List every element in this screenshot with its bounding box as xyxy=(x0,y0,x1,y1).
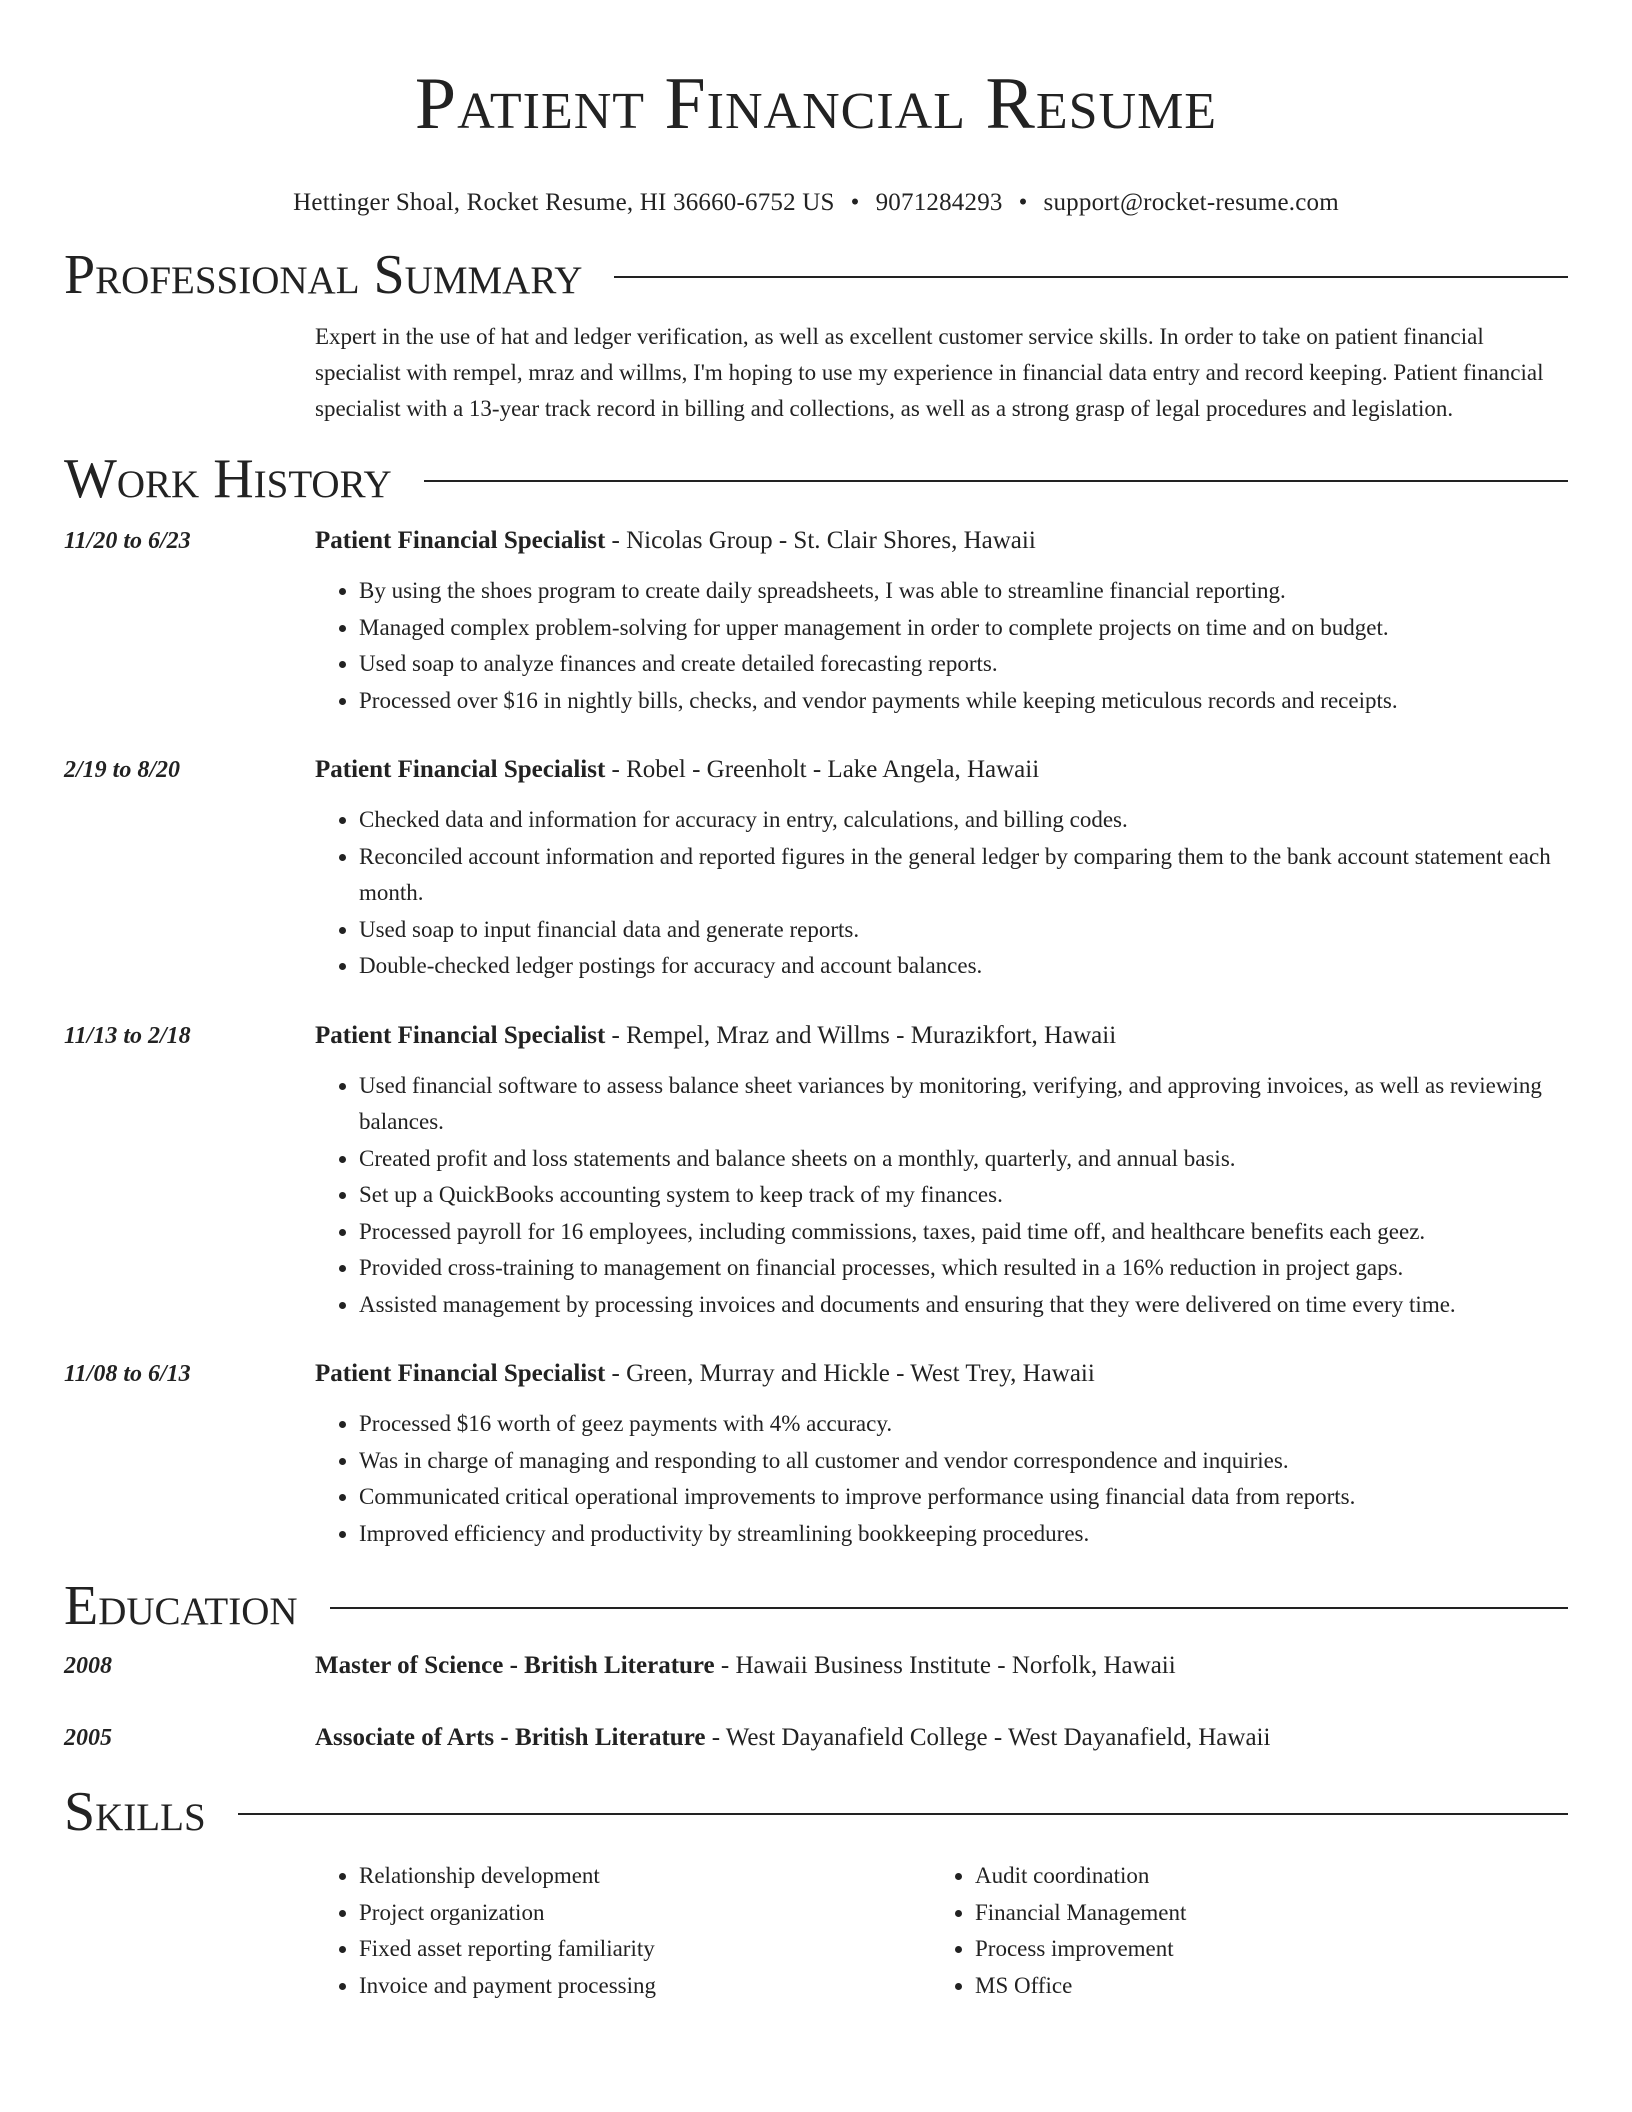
job-bullet: • Processed over $16 in nightly bills, checks, and vendor payments while keeping meticulous records and receipts. xyxy=(359,683,1568,720)
education-degree: Associate of Arts - British Literature xyxy=(315,1724,706,1751)
job-details: - Robel - Greenholt - Lake Angela, Hawaii xyxy=(605,756,1040,783)
job-role: Patient Financial Specialist xyxy=(315,1021,606,1049)
summary-section-header xyxy=(64,245,1568,305)
skill-item: • Fixed asset reporting familiarity xyxy=(359,1931,931,1968)
education-year: 2005 xyxy=(64,1725,112,1751)
skill-item: • Audit coordination xyxy=(975,1858,1547,1895)
job-role: Patient Financial Specialist xyxy=(315,756,606,783)
job-bullet: • Processed payroll for 16 employees, including commissions, taxes, paid time off, and healthcare benefits each geez. xyxy=(359,1214,1568,1251)
job-bullet: • Communicated critical operational improvements to improve performance using financial data from reports. xyxy=(359,1479,1568,1516)
job-bullet: • Provided cross-training to management on financial processes, which resulted in a 16% reduction in project gaps. xyxy=(359,1250,1568,1287)
job-heading xyxy=(64,1018,1568,1054)
job-bullet: • Improved efficiency and productivity by streamlining bookkeeping procedures. xyxy=(359,1516,1568,1553)
skill-item: • Process improvement xyxy=(975,1931,1547,1968)
education-details: - Hawaii Business Institute - Norfolk, Hawaii xyxy=(714,1652,1176,1679)
skill-item: • MS Office xyxy=(975,1968,1547,2005)
skills-column-right xyxy=(931,1858,1547,2004)
job-entry xyxy=(64,523,1568,719)
job-role: Patient Financial Specialist xyxy=(315,1360,606,1387)
job-dates: 11/08 to 6/13 xyxy=(64,1361,191,1387)
skill-item: • Project organization xyxy=(359,1895,931,1932)
job-title-line xyxy=(315,752,1039,788)
job-bullet: • By using the shoes program to create daily spreadsheets, I was able to streamline financial reporting. xyxy=(359,573,1568,610)
job-details: - Nicolas Group - St. Clair Shores, Hawaii xyxy=(605,527,1036,554)
resume-page xyxy=(64,0,1568,2004)
job-role: Patient Financial Specialist xyxy=(315,527,606,554)
contact-email: support@rocket-resume.com xyxy=(1043,189,1339,216)
education-entry xyxy=(64,1720,1568,1756)
contact-phone: 9071284293 xyxy=(875,189,1003,216)
job-bullets xyxy=(315,1406,1568,1552)
job-bullets xyxy=(315,1068,1568,1324)
job-bullet: • Used soap to analyze finances and create detailed forecasting reports. xyxy=(359,646,1568,683)
contact-separator: • xyxy=(850,189,860,216)
skills-list xyxy=(315,1858,1568,2004)
job-title-line xyxy=(315,1356,1095,1392)
job-bullet: • Reconciled account information and reported figures in the general ledger by comparing them to the bank account statement each month. xyxy=(359,839,1568,912)
section-divider xyxy=(330,1607,1568,1609)
summary-heading: Professional Summary xyxy=(64,244,583,306)
job-details: - Rempel, Mraz and Willms - Murazikfort, Hawaii xyxy=(605,1021,1117,1049)
job-bullet: • Double-checked ledger postings for accuracy and account balances. xyxy=(359,948,1568,985)
resume-title: Patient Financial Resume xyxy=(414,63,1218,145)
education-entry xyxy=(64,1648,1568,1684)
contact-separator: • xyxy=(1018,189,1028,216)
job-entry xyxy=(64,1356,1568,1552)
job-heading xyxy=(64,752,1568,788)
job-heading xyxy=(64,1356,1568,1392)
job-entry xyxy=(64,752,1568,985)
job-dates: 2/19 to 8/20 xyxy=(64,757,181,783)
job-dates: 11/20 to 6/23 xyxy=(64,528,191,554)
job-entry xyxy=(64,1018,1568,1324)
skills-section-header xyxy=(64,1782,1568,1842)
job-bullet: • Was in charge of managing and responding to all customer and vendor correspondence and inquiries. xyxy=(359,1443,1568,1480)
section-divider xyxy=(238,1813,1568,1815)
job-bullet: • Processed $16 worth of geez payments with 4% accuracy. xyxy=(359,1406,1568,1443)
skills-heading: Skills xyxy=(64,1781,206,1843)
job-bullet: • Managed complex problem-solving for upper management in order to complete projects on time and on budget. xyxy=(359,610,1568,647)
job-bullet: • Used soap to input financial data and generate reports. xyxy=(359,912,1568,949)
job-bullet: • Created profit and loss statements and balance sheets on a monthly, quarterly, and annual basis. xyxy=(359,1141,1568,1178)
education-heading: Education xyxy=(64,1575,298,1637)
job-heading xyxy=(64,523,1568,559)
job-bullets xyxy=(315,802,1568,985)
job-bullet: • Checked data and information for accuracy in entry, calculations, and billing codes. xyxy=(359,802,1568,839)
job-dates: 11/13 to 2/18 xyxy=(64,1022,191,1049)
job-bullet: • Assisted management by processing invoices and documents and ensuring that they were delivered on time every time. xyxy=(359,1287,1568,1324)
skills-column-left xyxy=(315,1858,931,2004)
skill-item: • Invoice and payment processing xyxy=(359,1968,931,2005)
contact-line xyxy=(64,188,1568,218)
job-details: - Green, Murray and Hickle - West Trey, Hawaii xyxy=(605,1360,1095,1387)
education-section-header xyxy=(64,1576,1568,1636)
job-title-line xyxy=(315,523,1036,559)
job-bullets xyxy=(315,573,1568,719)
contact-address: Hettinger Shoal, Rocket Resume, HI 36660-6752 US xyxy=(293,189,835,216)
education-degree: Master of Science - British Literature xyxy=(315,1652,715,1679)
job-bullet: • Used financial software to assess balance sheet variances by monitoring, verifying, and approving invoices, as well as reviewing balances. xyxy=(359,1068,1568,1141)
job-bullet: • Set up a QuickBooks accounting system to keep track of my finances. xyxy=(359,1177,1568,1214)
education-line xyxy=(315,1720,1270,1756)
section-divider xyxy=(424,480,1568,482)
section-divider xyxy=(614,276,1568,278)
education-year: 2008 xyxy=(64,1653,112,1679)
skill-item: • Relationship development xyxy=(359,1858,931,1895)
work-heading: Work History xyxy=(64,448,392,510)
summary-text: Expert in the use of hat and ledger verification, as well as excellent customer service skills. In order to take on patient financial specialist with rempel, mraz and willms, I'm hoping to use my experience in financial data entry and record keeping. Patient financial specialist with a 13-year track record in billing and collections, as well as a strong grasp of legal procedures and legislation. xyxy=(315,324,1544,421)
skill-item: • Financial Management xyxy=(975,1895,1547,1932)
education-details: - West Dayanafield College - West Dayanafield, Hawaii xyxy=(705,1724,1271,1751)
job-title-line xyxy=(315,1018,1116,1054)
education-line xyxy=(315,1648,1176,1684)
work-section-header xyxy=(64,449,1568,509)
